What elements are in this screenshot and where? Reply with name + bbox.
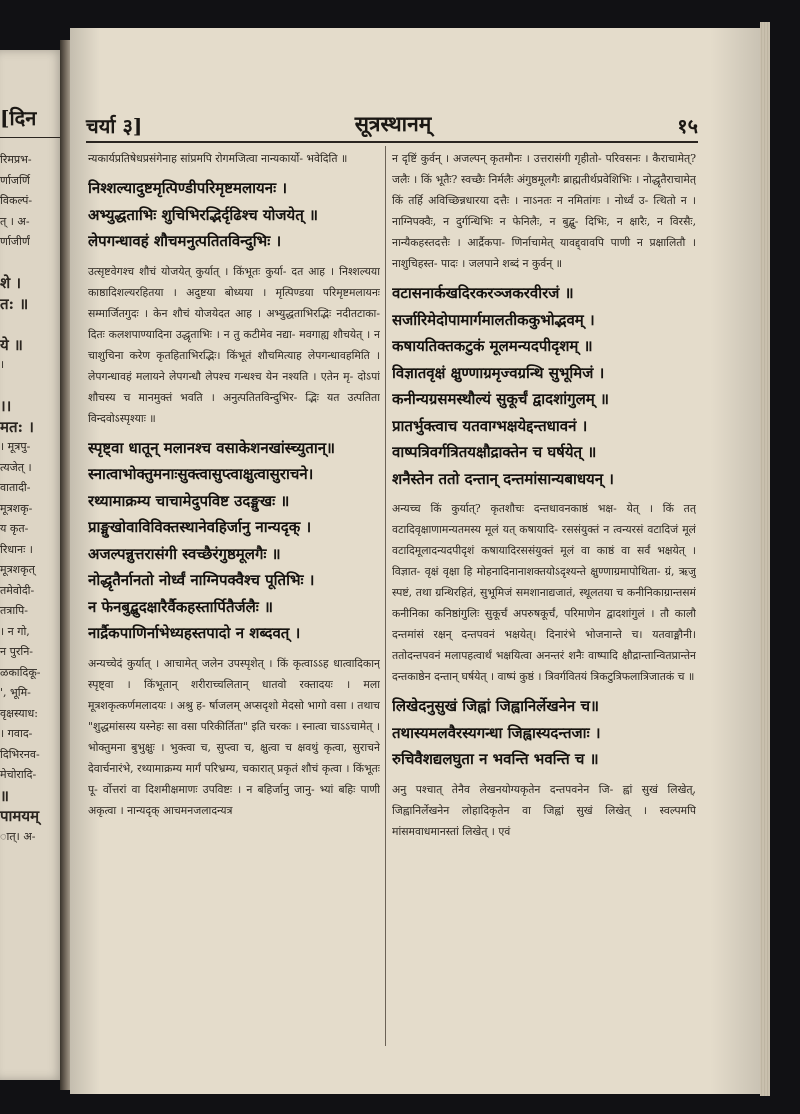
commentary-paragraph: उत्सृष्टवेगश्च शौचं योजयेत् कुर्यात् । किंभूतः कुर्या- दत आह । निश्शल्यया काष्ठादिशल्यरहितया । अदुष्टया बोध्यया । मृत्पिण्डया परिमृष्टमलायनः सम्मार्जितगुदः । केन शौचं योजयेदत आह । अभ्युद्धताभिरद्भिः नदीतटाका- दितः कलशपाण्यादिना उद्धृताभिः । न तु कटीमेव नद्या- मवगाह्य शौचयेत् । न चाशुचिना करेण कृतहिताभिरद्भिः। किंभूतं शौचमित्याह लेपगन्धावहमिति । लेपगन्धावहं मलायने लेपगन्धौ लेपश्च गन्धश्च येन नश्यति । एतेन मृ- दोऽपां शौचस्य च मानमुक्तं भवति । अनुत्पतितविन्दुभिर- द्भिः यत उत्पतिता विन्दवोऽस्पृश्याः ॥ bbox=[88, 264, 380, 425]
verse-line: वटासनार्कखदिरकरञ्जकरवीरजं ॥ bbox=[392, 284, 574, 302]
facing-page-line: ात्। अ- bbox=[0, 829, 36, 843]
verse-line: नोद्धृतैर्नानतो नोर्ध्वं नाग्निपक्वैश्च पूतिभिः । bbox=[88, 571, 315, 589]
column-divider bbox=[385, 146, 386, 1046]
verse-line: कनीन्यग्रसमस्थौल्यं सुकूर्चं द्वादशांगुलम् ॥ bbox=[392, 390, 609, 408]
verse-line: स्पृष्ट्वा धातून् मलानश्च वसाकेशनखांस्च्युतान्॥ bbox=[88, 438, 336, 457]
facing-page-header: [दिन bbox=[0, 104, 64, 138]
facing-page-line: र्णाजर्णि bbox=[0, 173, 30, 187]
facing-page-line: । bbox=[0, 358, 5, 371]
facing-page-line: न पुरनि- bbox=[0, 645, 34, 658]
facing-page-line: मेचोरादि- bbox=[0, 768, 37, 781]
facing-page-line: त: ॥ bbox=[0, 294, 29, 313]
verse-block bbox=[392, 693, 696, 773]
verse-line: सर्जारिमेदाेपामार्गमालतीककुभोद्भवम् । bbox=[392, 310, 595, 329]
facing-page-line: दिभिरनव- bbox=[0, 747, 40, 761]
verse-line: अजल्पन्नुत्तरासंगी स्वच्छैरंगुष्ठमूलगैः ॥ bbox=[88, 544, 281, 563]
verse-block bbox=[88, 175, 380, 255]
facing-page-line: मूत्रशकृ- bbox=[0, 501, 33, 515]
facing-page-line: मूत्रशकृत् bbox=[0, 563, 35, 576]
header-rule bbox=[86, 141, 698, 143]
verse-line: रुचिवैशद्यलघुता न भवन्ति भवन्ति च ॥ bbox=[392, 750, 599, 768]
facing-page-line: तत्रापि- bbox=[0, 604, 29, 617]
facing-page-line: ळकादिकू- bbox=[0, 665, 41, 679]
commentary-paragraph: अनु पश्चात् तेनैव लेखनयोग्यकृतेन दन्तपवनेन जि- ह्वां सुखं लिखेत्, जिह्वानिर्लेखनेन लोहादिकृतेन वा जिह्वां सुखं लिखेत् । स्वल्पमपि मांसमवाधमानस्तां लिखेत् । एवं bbox=[392, 782, 696, 838]
right-column bbox=[392, 148, 696, 842]
facing-page-line: रिधानः । bbox=[0, 542, 33, 556]
facing-page-line: त् । अ- bbox=[0, 214, 30, 228]
facing-page-line bbox=[0, 376, 64, 397]
commentary-paragraph: न दृष्टिं कुर्वन् । अजल्पन् कृतमौनः । उत्तरासंगी गृहीतो- परिवसनः । कैराचामेत्? जलैः । किं भूतैः? स्वच्छैः निर्मलैः अंगुष्ठमूलगैः ब्राह्मतीर्थप्रवेशिभिः । नोद्धृतैराचामेत् किं तर्हि अविच्छिन्नधारया दत्तैः । नाऽनतः न नमितांगः । नोर्ध्वं उ- त्थितो न । नाग्निपक्वैः, न दुर्गन्धिभिः न फेनिलैः, न बुद्बु- दिभिः, न क्षारैः, न विरसैः, नान्यैकहस्तदत्तैः । आर्द्रैकपा- णिर्नाचामेत् यावद्द्वावपि पाणी न प्रक्षालितौ । नाशुचिहस्त- पादः । जलपाने शब्दं न कुर्वन् ॥ bbox=[392, 152, 696, 270]
verse-block bbox=[88, 435, 380, 647]
left-column bbox=[88, 148, 380, 821]
verse-line: लेपगन्धावहं शौचमनुत्पतितविन्दुभिः । bbox=[88, 232, 282, 250]
facing-page-line: पामयम् bbox=[0, 807, 40, 825]
facing-page-line: मत: । bbox=[0, 417, 34, 436]
facing-page-line: । गवाद- bbox=[0, 727, 33, 740]
verse-line: न फेनबुद्बुदक्षारैर्वैकहस्तार्पितैर्जलैः ॥ bbox=[88, 597, 274, 616]
page-edge bbox=[760, 22, 770, 1096]
verse-line: शनैस्तेन ततो दन्तान् दन्तमांसान्यबाधयन् । bbox=[392, 469, 614, 488]
commentary-paragraph: अन्यच्च किं कुर्यात्? कृतशौचः दन्तधावनकाष्ठं भक्ष- येत् । किं तत् वटादिवृक्षाणामन्यतमस्य मूलं यत् कषायादि- रससंयुक्तं न त्वन्यरसं वटादिजं मूलं वटादिमूलादन्यदपीदृशं कषायादिरससंयुक्तं मूलं वा काष्ठं वा सर्वं भक्षयेत् । विज्ञात- वृक्षं वृक्षा हि मोहनादिनानाशक्तयोऽदृश्यन्ते क्षुण्णाग्रमापोथिता- ग्रं, ऋजु स्पष्टं, तथा ग्रन्थिरहितं, सुभूमिजं समशानाद्यजातं, स्थूलतया च कनीनिकाग्रान्तसमं कनीनिका कनिष्ठांगुलिः सुकूर्चं अपरुषकूर्चं, परिमाणेन द्वादशांगुलं । तौ कालौ दन्तमांसं रक्षन् दन्तपवनं भक्षयेत्। दिनारंभे भोजनान्ते च। यतवाङ्मौनी। ततोदन्तपवनं मलापहत्वार्थं भक्षयित्वा अनन्तरं शनैः वाष्पादि क्षौद्रान्तान्वितप्रान्तेन दन्तकाष्ठेन दन्तान् घर्षयेत् । वाष्पं कुष्ठं । त्रिवर्गवितयं त्रिकटुत्रिफलात्रिजातकं च ॥ bbox=[392, 502, 696, 683]
verse-line: प्राङ्मुखोवाविविक्तस्थानेवहिर्जानु नान्यदृक् । bbox=[88, 518, 312, 536]
verse-line: निश्शल्यादुष्टमृत्पिण्डीपरिमृष्टमलायनः । bbox=[88, 179, 288, 197]
commentary-paragraph: अन्यच्चेदं कुर्यात् । आचामेत् जलेन उपस्पृशेत् । किं कृत्वाऽऽह धात्वादिकान् स्पृष्ट्वा । किंभूतान् शरीराच्चलितान् धातवो रक्तादयः । मला मूत्रशकृत्कर्णमलादयः । अश्रु ह- र्षाजलम् अप्सदृशो मेदसो भागो वसा । तथाच "शुद्धमांसस्य यस्नेहः सा वसा परिकीर्तिता" इति चरकः । स्नात्वा चाऽऽचामेत् । भोक्तुमना बुभुक्षुः । भुक्त्वा च, सुप्त्वा च, क्षुत्वा च क्षवथुं कृत्वा, सुराचने देवार्चनारंभे, रथ्यामाक्रम्य मार्गं परिभ्रम्य, चकारात् प्रकृतं शौचं कृत्वा । किंभूतः पू- र्वोत्तरां वा दिशमीक्षमाणः उपविष्टः । न बहिर्जानु जानु- भ्यां बहिः पाणी अकृत्वा । नान्यदृक् आचमनजलादन्यत्र bbox=[88, 656, 380, 817]
section-title: सूत्रस्थानम् bbox=[354, 111, 432, 136]
facing-page-line: ', भूमि- bbox=[0, 686, 31, 699]
commentary-paragraph: न्यकार्यप्रतिषेधप्रसंगेनाह सांप्रमपि रोगमजित्वा नान्यकार्यो- भवेदिति ॥ bbox=[88, 152, 348, 165]
verse-line: लिखेदनुसुखं जिह्वां जिह्वानिर्लेखनेन च॥ bbox=[392, 697, 599, 715]
chapter-label: चर्या ३] bbox=[86, 114, 143, 138]
facing-page-line bbox=[0, 253, 64, 274]
facing-page-line: ।। bbox=[0, 397, 12, 415]
page-number: १५ bbox=[677, 114, 698, 138]
facing-page-fragment bbox=[0, 50, 64, 1080]
facing-page-line: विकल्पं- bbox=[0, 194, 33, 207]
verse-line: स्नात्वाभोक्तुमनाःसुक्त्वासुप्त्वाक्षुत्वासुराचने। bbox=[88, 465, 314, 483]
facing-page-line: शे । bbox=[0, 274, 22, 292]
facing-page-line: ॥ bbox=[0, 786, 9, 805]
running-head bbox=[86, 110, 698, 140]
verse-line: प्रातर्भुक्त्वाच यतवाग्भक्षयेद्दन्तधावनं । bbox=[392, 416, 588, 435]
facing-page-line: र्णाजीर्णं bbox=[0, 235, 30, 248]
facing-page-line: ये ॥ bbox=[0, 335, 23, 354]
verse-line: अभ्युद्धताभिः शुचिभिरद्भिर्दृढिश्च योजयेत् ॥ bbox=[88, 205, 318, 224]
verse-line: वाष्पत्रिवर्गत्रितयक्षौद्राक्तेन च घर्षयेत् ॥ bbox=[392, 443, 597, 461]
verse-block bbox=[392, 280, 696, 492]
verse-line: नार्द्रैकपाणिर्नाभेध्यहस्तपादो न शब्दवत् । bbox=[88, 624, 301, 642]
facing-page-line: । मूत्रपु- bbox=[0, 440, 31, 453]
facing-page-line: रिमप्रभ- bbox=[0, 153, 32, 166]
verse-line: रथ्यामाक्रम्य चाचामेदुपविष्ट उदङ्मुखः ॥ bbox=[88, 491, 290, 510]
facing-page-line: वृक्षस्याध: bbox=[0, 706, 38, 720]
verse-line: तथास्यमलवैरस्यगन्धा जिह्वास्यदन्तजाः । bbox=[392, 723, 601, 742]
facing-page-line: य कृत- bbox=[0, 522, 29, 535]
facing-page-line: । न गो, bbox=[0, 624, 30, 638]
facing-page-line bbox=[0, 314, 64, 335]
facing-page-text bbox=[0, 150, 64, 847]
facing-page-line: वातादी- bbox=[0, 481, 31, 494]
facing-page-line: त्यजेत् । bbox=[0, 460, 32, 474]
facing-page-line: तमेवोदी- bbox=[0, 583, 35, 597]
verse-line: विज्ञातवृक्षं क्षुण्णाग्रमृज्वग्रन्थि सुभूमिजं । bbox=[392, 363, 605, 382]
verse-line: कषायतिक्तकटुकं मूलमन्यदपीदृशम् ॥ bbox=[392, 337, 593, 355]
